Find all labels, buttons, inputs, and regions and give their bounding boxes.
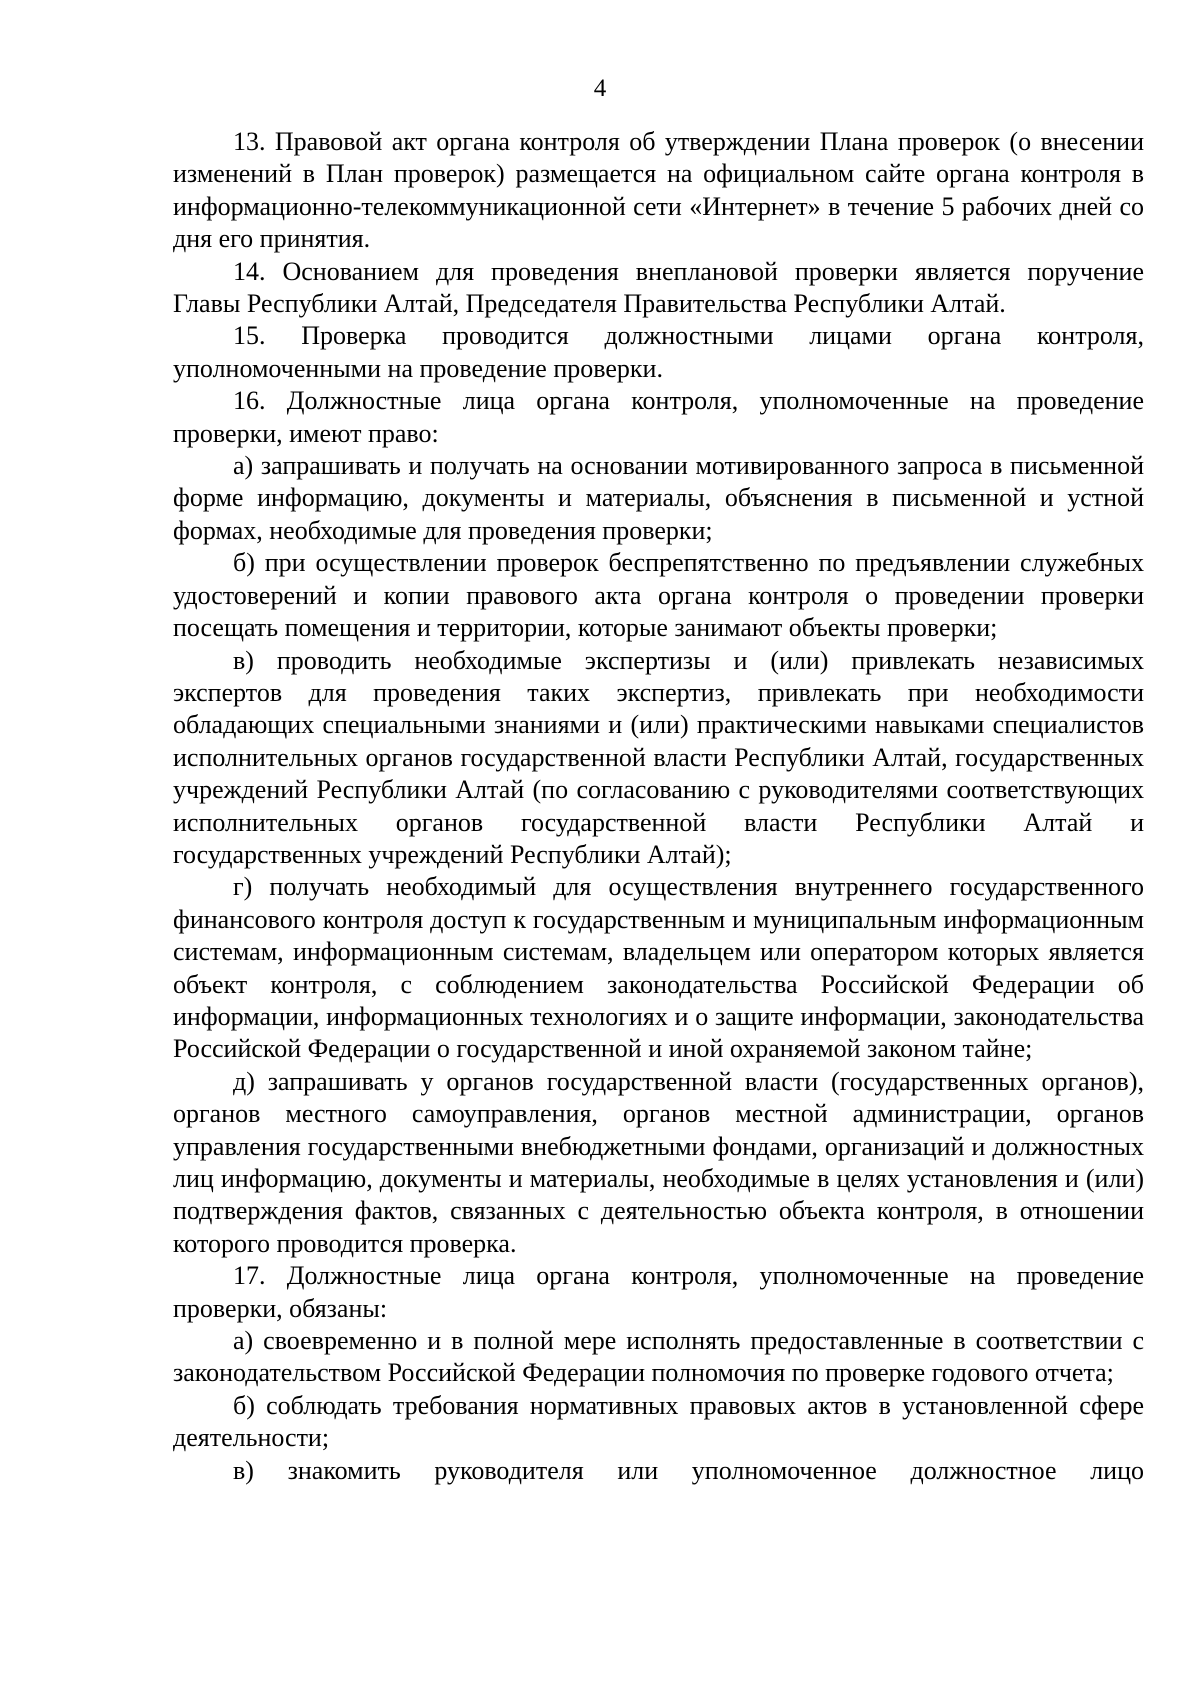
paragraph-17-b: б) соблюдать требования нормативных правовых актов в установленной сфере деятельности; <box>173 1390 1144 1453</box>
paragraph-17-v: в) знакомить руководителя или уполномоченное должностное лицо <box>233 1455 1144 1485</box>
paragraph-15: 15. Проверка проводится должностными лицами органа контроля, уполномоченными на проведение проверки. <box>173 321 1144 383</box>
paragraph-16-d: д) запрашивать у органов государственной власти (государственных органов), органов местного самоуправления, органов местной администрации, органов управления государственными внебюджетными фондами, организаций и должностных лиц информацию, документы и материалы, необходимые в целях установления и (или) подтверждения фактов, связанных с деятельностью объекта контроля, в отношении которого проводится проверка. <box>173 1066 1144 1258</box>
paragraph-14: 14. Основанием для проведения внеплановой проверки является поручение Главы Республики Алтай, Председателя Правительства Республики Алтай. <box>173 256 1144 319</box>
paragraph-16-v: в) проводить необходимые экспертизы и (или) привлекать независимых экспертов для проведения таких экспертиз, привлекать при необходимости обладающих специальными знаниями и (или) практическими навыками специалистов исполнительных органов государственной власти Республики Алтай, государственных учреждений Республики Алтай (по согласованию с руководителями соответствующих исполнительных органов государственной власти Республики Алтай и государственных учреждений Республики Алтай); <box>173 645 1144 869</box>
page-number: 4 <box>593 75 607 102</box>
paragraph-13: 13. Правовой акт органа контроля об утверждении Плана проверок (о внесении изменений в План проверок) размещается на официальном сайте органа контроля в информационно-телекоммуникационной сети «Интернет» в течение 5 рабочих дней со дня его принятия. <box>173 127 1144 254</box>
paragraph-16-b: б) при осуществлении проверок беспрепятственно по предъявлении служебных удостоверений и копии правового акта органа контроля о проведении проверки посещать помещения и территории, которые занимают объекты проверки; <box>173 548 1144 643</box>
paragraph-17: 17. Должностные лица органа контроля, уполномоченные на проведение проверки, обязаны: <box>173 1261 1144 1323</box>
paragraph-16: 16. Должностные лица органа контроля, уполномоченные на проведение проверки, имеют право: <box>173 386 1144 448</box>
paragraph-16-g: г) получать необходимый для осуществления внутреннего государственного финансового контроля доступ к государственным и муниципальным информационным системам, информационным системам, владельцем или оператором которых является объект контроля, с соблюдением законодательства Российской Федерации об информации, информационных технологиях и о защите информации, законодательства Российской Федерации о государственной и иной охраняемой законом тайне; <box>173 872 1144 1064</box>
paragraph-16-a: а) запрашивать и получать на основании мотивированного запроса в письменной форме информацию, документы и материалы, объяснения в письменной и устной формах, необходимые для проведения проверки; <box>173 451 1144 545</box>
document-body <box>173 126 1144 1487</box>
paragraph-17-a: а) своевременно и в полной мере исполнять предоставленные в соответствии с законодательством Российской Федерации полномочия по проверке годового отчета; <box>173 1326 1144 1388</box>
